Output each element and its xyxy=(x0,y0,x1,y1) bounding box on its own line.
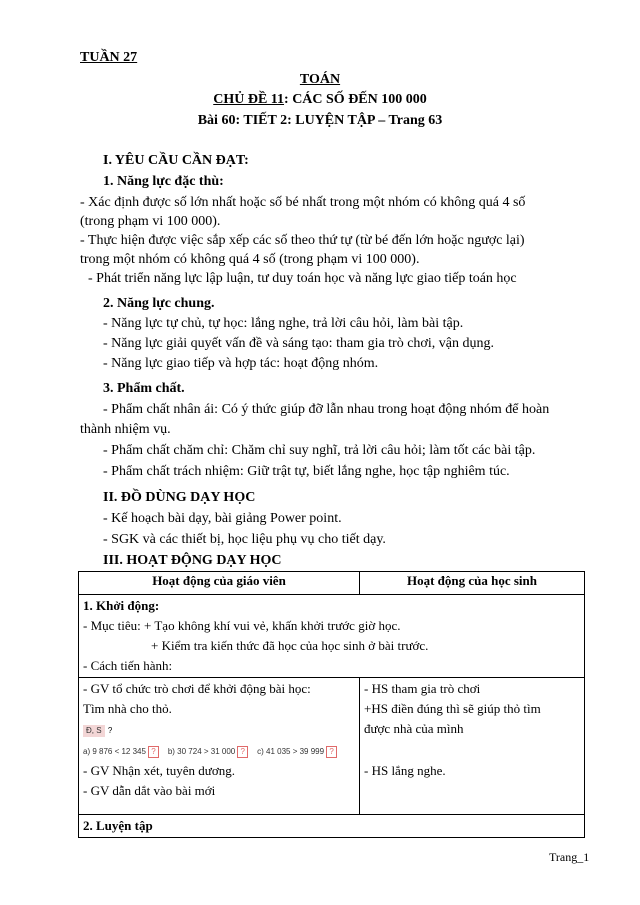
teacher-activity-cell xyxy=(79,678,360,815)
quality-title: 3. Phẩm chất. xyxy=(103,381,185,396)
answer-box[interactable]: ? xyxy=(148,746,159,758)
quality-line: - Phẩm chất trách nhiệm: Giữ trật tự, biết lắng nghe, học tập nghiêm túc. xyxy=(103,464,510,479)
quality-line: - Phẩm chất chăm chỉ: Chăm chỉ suy nghĩ, trả lời câu hỏi; làm tốt các bài tập. xyxy=(103,443,536,458)
general-line: - Năng lực giải quyết vấn đề và sáng tạo: tham gia trò chơi, vận dụng. xyxy=(103,336,494,351)
quality-line: - Phẩm chất nhân ái: Có ý thức giúp đỡ lẫn nhau trong hoạt động nhóm để hoàn xyxy=(103,402,550,417)
general-competence-title: 2. Năng lực chung. xyxy=(103,296,215,311)
student-line: +HS điền đúng thì sẽ giúp thỏ tìm xyxy=(364,701,541,716)
topic-suffix: : CÁC SỐ ĐẾN 100 000 xyxy=(284,92,427,107)
practice-cell xyxy=(79,815,585,838)
activities-table xyxy=(78,571,585,838)
specific-line: (trong phạm vi 100 000). xyxy=(80,214,221,229)
answer-box[interactable]: ? xyxy=(237,746,248,758)
section3-title: III. HOẠT ĐỘNG DẠY HỌC xyxy=(103,553,282,568)
teacher-line: - GV Nhận xét, tuyên dương. xyxy=(83,763,235,778)
warmup-method: - Cách tiến hành: xyxy=(83,658,173,673)
specific-line: - Phát triển năng lực lập luận, tư duy toán học và năng lực giao tiếp toán học xyxy=(88,271,517,286)
practice-row xyxy=(79,815,585,838)
game-item xyxy=(83,747,159,756)
practice-title: 2. Luyện tập xyxy=(83,818,153,833)
topic-prefix: CHỦ ĐỀ 11 xyxy=(213,92,285,107)
teacher-column-header: Hoạt động của giáo viên xyxy=(79,572,360,595)
materials-line: - Kế hoạch bài dạy, bài giảng Power point. xyxy=(103,511,342,526)
game-items xyxy=(83,743,355,761)
specific-line: - Thực hiện được việc sắp xếp các số theo thứ tự (từ bé đến lớn hoặc ngược lại) xyxy=(80,233,525,248)
general-line: - Năng lực giao tiếp và hợp tác: hoạt động nhóm. xyxy=(103,356,379,371)
student-line: được nhà của mình xyxy=(364,721,464,736)
topic-title xyxy=(0,92,640,108)
game-item xyxy=(168,747,248,756)
warmup-activity-row xyxy=(79,678,585,815)
game-item-expr: c) 41 035 > 39 999 xyxy=(257,747,325,756)
specific-line: - Xác định được số lớn nhất hoặc số bé nhất trong một nhóm có không quá 4 số xyxy=(80,195,526,210)
teacher-line: - GV dẫn dắt vào bài mới xyxy=(83,783,216,798)
quality-line: thành nhiệm vụ. xyxy=(80,422,171,437)
answer-box[interactable]: ? xyxy=(326,746,337,758)
student-line: - HS lắng nghe. xyxy=(364,763,446,778)
warmup-cell xyxy=(79,595,585,678)
game-prompt xyxy=(83,721,355,739)
week-label: TUẦN 27 xyxy=(80,50,138,65)
section2-title: II. ĐỒ DÙNG DẠY HỌC xyxy=(103,490,256,505)
warmup-row xyxy=(79,595,585,678)
warmup-goal: + Kiểm tra kiến thức đã học của học sinh ở bài trước. xyxy=(151,638,429,653)
warmup-goal: - Mục tiêu: + Tạo không khí vui vẻ, khấn khởi trước giờ học. xyxy=(83,618,401,633)
game-item xyxy=(257,747,337,756)
question-mark: ? xyxy=(107,726,113,735)
section1-title: I. YÊU CẦU CẦN ĐẠT: xyxy=(103,153,249,168)
materials-line: - SGK và các thiết bị, học liệu phụ vụ cho tiết dạy. xyxy=(103,532,386,547)
true-false-badge: Đ, S xyxy=(83,725,105,737)
general-line: - Năng lực tự chủ, tự học: lắng nghe, trả lời câu hỏi, làm bài tập. xyxy=(103,316,464,331)
specific-line: trong một nhóm có không quá 4 số (trong phạm vi 100 000). xyxy=(80,252,420,267)
subject-title: TOÁN xyxy=(299,72,341,87)
page-number: Trang_1 xyxy=(549,850,590,864)
teacher-line: - GV tổ chức trò chơi để khởi động bài học: xyxy=(83,681,311,696)
student-activity-cell xyxy=(360,678,585,815)
game-item-expr: a) 9 876 < 12 345 xyxy=(83,747,146,756)
game-item-expr: b) 30 724 > 31 000 xyxy=(167,747,236,756)
student-column-header: Hoạt động của học sinh xyxy=(360,572,585,595)
teacher-line: Tìm nhà cho thỏ. xyxy=(83,701,172,716)
lesson-title: Bài 60: TIẾT 2: LUYỆN TẬP – Trang 63 xyxy=(197,113,443,128)
student-line: - HS tham gia trò chơi xyxy=(364,681,481,696)
specific-competence-title: 1. Năng lực đặc thù: xyxy=(103,174,224,189)
table-header-row xyxy=(79,572,585,595)
warmup-title: 1. Khởi động: xyxy=(83,598,160,613)
